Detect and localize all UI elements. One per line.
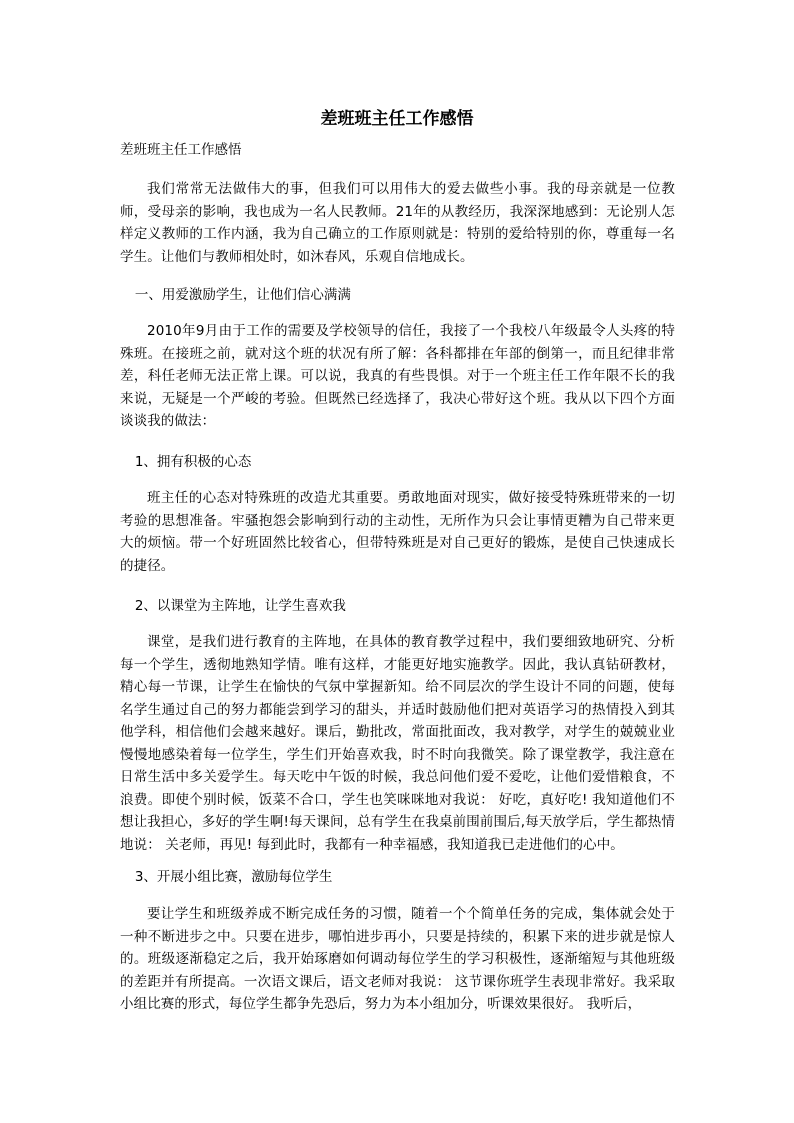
heading-point-2: 2、以课堂为主阵地，让学生喜欢我	[134, 598, 346, 614]
paragraph-section-1: 2010年9月由于工作的需要及学校领导的信任，我接了一个我校八年级最令人头疼的特殊班。在接班之前，就对这个班的状况有所了解：各科都排在年部的倒第一，而且纪律非常差，科任老师无法正常上课。可以说，我真的有些畏惧。对于一个班主任工作年限不长的我来说，无疑是一个严峻的考验。但既然已经选择了，我决心带好这个班。我从以下四个方面谈谈我的做法：	[120, 323, 675, 429]
heading-section-1: 一、用爱激励学生，让他们信心满满	[134, 287, 351, 303]
paragraph-intro: 我们常常无法做伟大的事，但我们可以用伟大的爱去做些小事。我的母亲就是一位教师，受母亲的影响，我也成为一名人民教师。21年的从教经历，我深深地感到：无论别人怎样定义教师的工作内涵，我为自己确立的工作原则就是：特别的爱给特别的你，尊重每一名学生。让他们与教师相处时，如沐春风，乐观自信地成长。	[120, 181, 675, 265]
paragraph-point-2: 课堂，是我们进行教育的主阵地，在具体的教育教学过程中，我们要细致地研究、分析每一个学生，透彻地熟知学情。唯有这样，才能更好地实施教学。因此，我认真钻研教材，精心每一节课，让学生在愉快的气氛中掌握新知。给不同层次的学生设计不同的问题，使每名学生通过自己的努力都能尝到学习的甜头，并适时鼓励他们把对英语学习的热情投入到其他学科，相信他们会越来越好。课后，勤批改，常面批面改，我对教学，对学生的兢兢业业慢慢地感染着每一位学生，学生们开始喜欢我，时不时向我微笑。除了课堂教学，我注意在日常生活中多关爱学生。每天吃中午饭的时候，我总问他们爱不爱吃，让他们爱惜粮食，不浪费。即使个别时候，饭菜不合口，学生也笑咪咪地对我说： 好吃，真好吃! 我知道他们不想让我担心，多好的学生啊!每天课间，总有学生在我桌前围前围后,每天放学后，学生都热情地说： 关老师，再见! 每到此时，我都有一种幸福感，我知道我已走进他们的心中。	[120, 634, 675, 853]
heading-point-1: 1、拥有积极的心态	[134, 454, 252, 470]
document-subtitle: 差班班主任工作感悟	[120, 142, 242, 158]
paragraph-point-1: 班主任的心态对特殊班的改造尤其重要。勇敢地面对现实，做好接受特殊班带来的一切考验的思想准备。牢骚抱怨会影响到行动的主动性，无所作为只会让事情更糟为自己带来更大的烦恼。带一个好班固然比较省心，但带特殊班是对自己更好的锻炼，是使自己快速成长的捷径。	[120, 490, 675, 574]
document-title: 差班班主任工作感悟	[320, 109, 474, 129]
paragraph-point-3: 要让学生和班级养成不断完成任务的习惯，随着一个个简单任务的完成，集体就会处于一种不断进步之中。只要在进步，哪怕进步再小，只要是持续的，积累下来的进步就是惊人的。班级逐渐稳定之后，我开始琢磨如何调动每位学生的学习积极性，逐渐缩短与其他班级的差距并有所提高。一次语文课后，语文老师对我说： 这节课你班学生表现非常好。我采取小组比赛的形式，每位学生都争先恐后，努力为本小组加分，听课效果很好。 我听后，	[120, 906, 675, 1012]
heading-point-3: 3、开展小组比赛，激励每位学生	[134, 869, 333, 885]
